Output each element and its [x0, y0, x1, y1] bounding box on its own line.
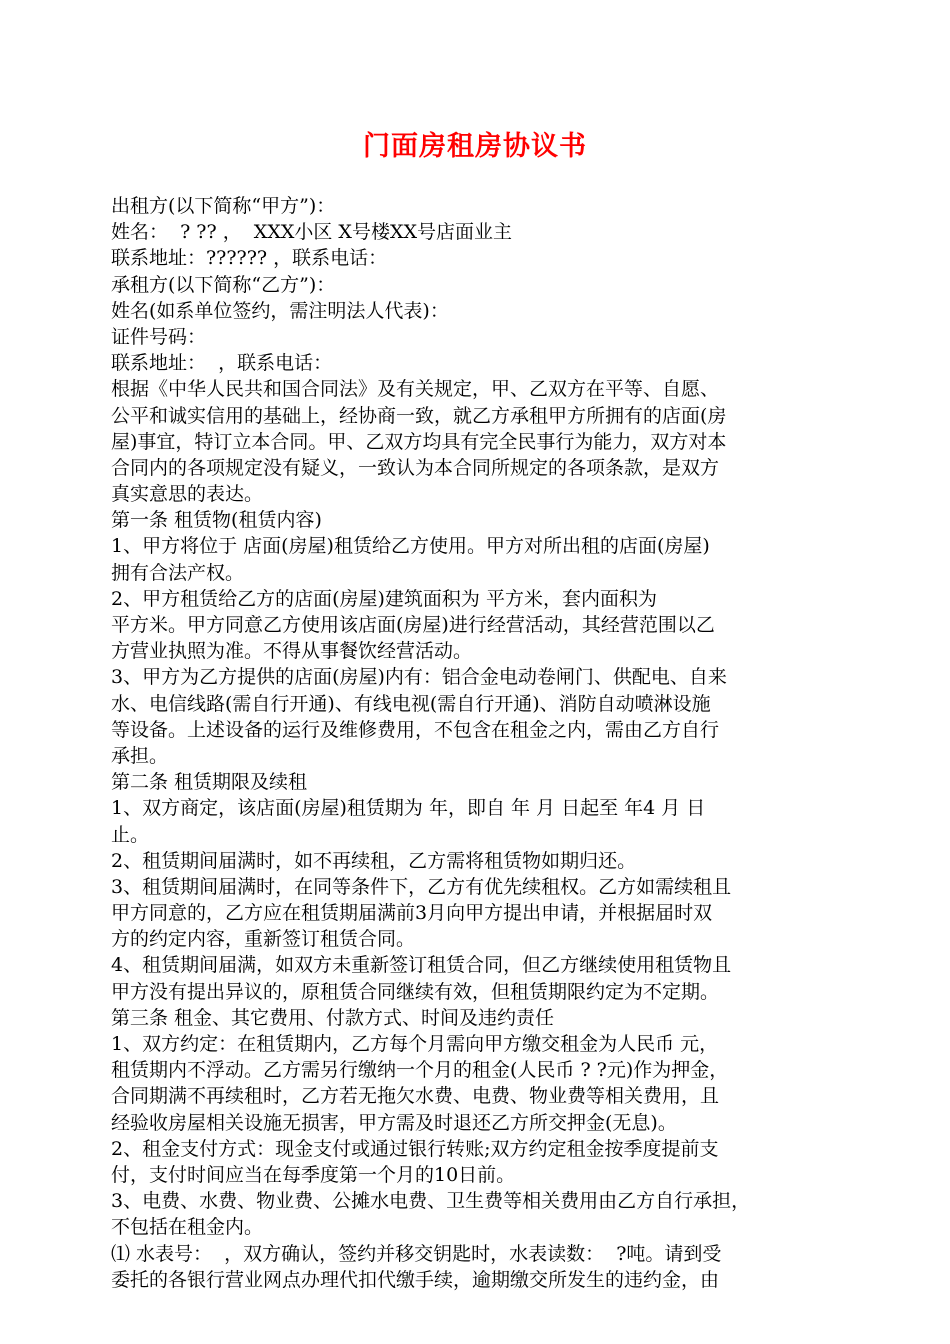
- paragraph-line: 甲方没有提出异议的，原租赁合同继续有效，但租赁期限约定为不定期。: [111, 980, 720, 1003]
- paragraph-line: 出租方(以下简称“甲方”)：: [111, 195, 336, 217]
- paragraph-line: 2、甲方租赁给乙方的店面(房屋)建筑面积为 平方米，套内面积为: [111, 587, 657, 610]
- paragraph-line: 承租方(以下简称“乙方”)：: [111, 273, 336, 296]
- paragraph-line: 第三条 租金、其它费用、付款方式、时间及违约责任: [111, 1006, 555, 1029]
- paragraph-line: 拥有合法产权。: [111, 561, 245, 584]
- paragraph-line: 2、租金支付方式：现金支付或通过银行转账;双方约定租金按季度提前支: [111, 1137, 719, 1160]
- paragraph-line: 4、租赁期间届满，如双方未重新签订租赁合同，但乙方继续使用租赁物且: [111, 954, 732, 977]
- paragraph-line: 第二条 租赁期限及续租: [111, 771, 308, 794]
- paragraph-line: 合同期满不再续租时，乙方若无拖欠水费、电费、物业费等相关费用，且: [111, 1085, 720, 1108]
- document-title: 门面房租房协议书: [363, 131, 587, 162]
- paragraph-line: 承担。: [111, 744, 169, 767]
- paragraph-line: 止。: [111, 823, 150, 846]
- paragraph-line: 联系地址： ，联系电话：: [111, 352, 333, 375]
- paragraph-line: 证件号码：: [111, 325, 207, 348]
- paragraph-line: 姓名(如系单位签约，需注明法人代表)：: [111, 299, 449, 322]
- paragraph-line: 联系地址：?????? ，联系电话：: [111, 247, 388, 270]
- paragraph-line: 付，支付时间应当在每季度第一个月的10日前。: [111, 1163, 516, 1186]
- paragraph-line: 3、电费、水费、物业费、公摊水电费、卫生费等相关费用由乙方自行承担，: [111, 1190, 751, 1213]
- paragraph-line: 3、甲方为乙方提供的店面(房屋)内有：铝合金电动卷闸门、供配电、自来: [111, 666, 727, 689]
- paragraph-line: 合同内的各项规定没有疑义，一致认为本合同所规定的各项条款，是双方: [111, 456, 720, 479]
- paragraph-line: 平方米。甲方同意乙方使用该店面(房屋)进行经营活动，其经营范围以乙: [111, 614, 715, 636]
- paragraph-line: ⑴ 水表号： ，双方确认，签约并移交钥匙时，水表读数： ?吨。请到受: [111, 1242, 722, 1265]
- paragraph-line: 1、双方约定：在租赁期内，乙方每个月需向甲方缴交租金为人民币 元，: [111, 1033, 719, 1055]
- paragraph-line: 屋)事宜，特订立本合同。甲、乙双方均具有完全民事行为能力，双方对本: [111, 430, 727, 453]
- paragraph-line: 方的约定内容，重新签订租赁合同。: [111, 928, 416, 951]
- paragraph-line: 经验收房屋相关设施无损害，甲方需及时退还乙方所交押金(无息)。: [111, 1111, 677, 1134]
- paragraph-line: 真实意思的表达。: [111, 483, 264, 506]
- paragraph-line: 公平和诚实信用的基础上，经协商一致，就乙方承租甲方所拥有的店面(房: [111, 404, 727, 427]
- paragraph-line: 方营业执照为准。不得从事餐饮经营活动。: [111, 640, 473, 663]
- paragraph-line: 第一条 租赁物(租赁内容): [111, 509, 322, 532]
- paragraph-line: 租赁期内不浮动。乙方需另行缴纳一个月的租金(人民币 ? ?元)作为押金，: [111, 1059, 729, 1082]
- document-body: [111, 193, 846, 1293]
- paragraph-line: 1、甲方将位于 店面(房屋)租赁给乙方使用。甲方对所出租的店面(房屋): [111, 535, 710, 558]
- paragraph-line: 3、租赁期间届满时，在同等条件下，乙方有优先续租权。乙方如需续租且: [111, 875, 732, 898]
- paragraph-line: 水、电信线路(需自行开通)、有线电视(需自行开通)、消防自动喷淋设施: [111, 692, 711, 715]
- paragraph-line: 1、双方商定，该店面(房屋)租赁期为 年，即自 年 月 日起至 年4 月 日: [111, 797, 706, 820]
- paragraph-line: 委托的各银行营业网点办理代扣代缴手续，逾期缴交所发生的违约金，由: [111, 1268, 720, 1291]
- paragraph-line: 2、租赁期间届满时，如不再续租，乙方需将租赁物如期归还。: [111, 849, 637, 872]
- paragraph-line: 等设备。上述设备的运行及维修费用，不包含在租金之内，需由乙方自行: [111, 718, 720, 741]
- paragraph-line: 根据《中华人民共和国合同法》及有关规定，甲、乙双方在平等、自愿、: [111, 378, 720, 401]
- paragraph-line: 姓名： ? ?? ， XXX小区 X号楼XX号店面业主: [111, 221, 512, 244]
- paragraph-line: 不包括在租金内。: [111, 1216, 264, 1239]
- paragraph-line: 甲方同意的，乙方应在租赁期届满前3月向甲方提出申请，并根据届时双: [111, 902, 713, 925]
